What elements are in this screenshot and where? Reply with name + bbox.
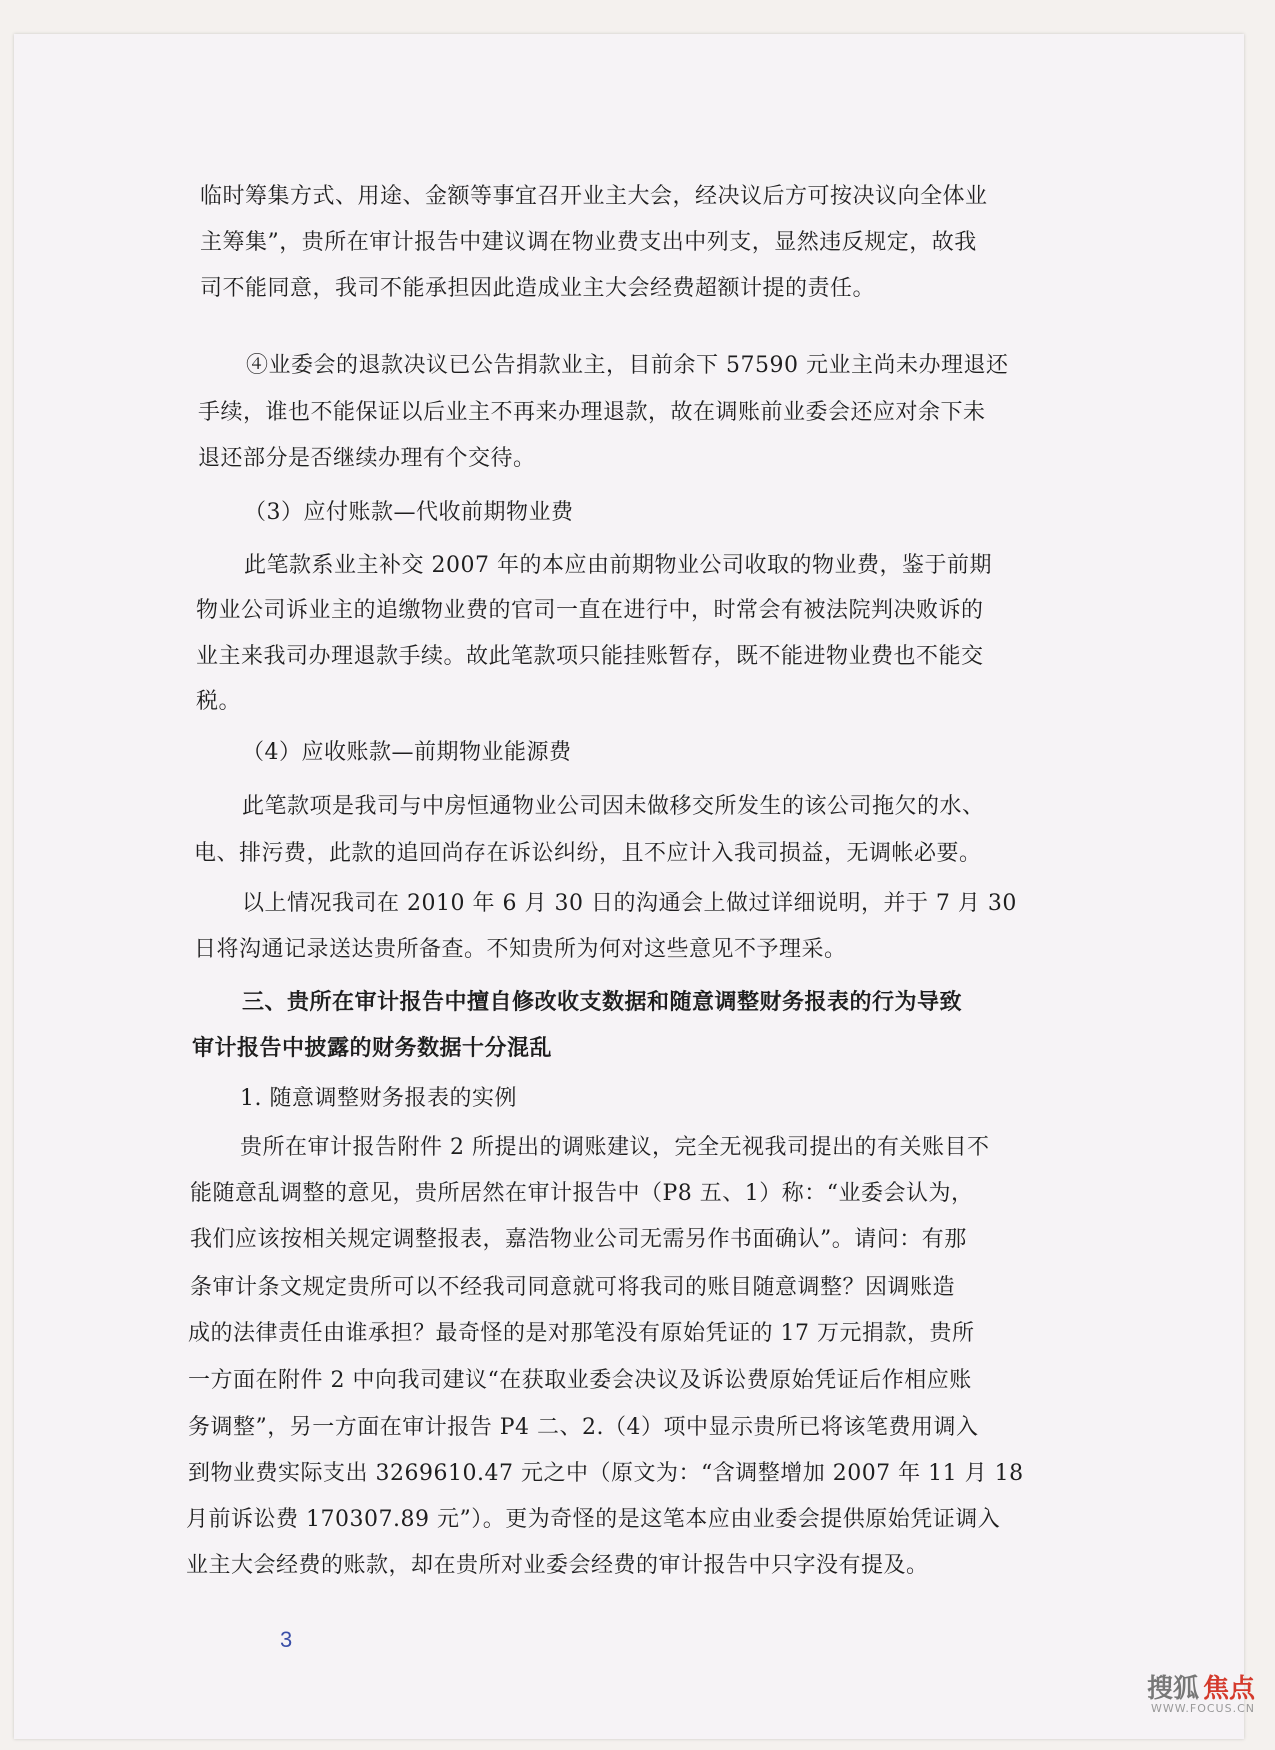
page-number: 3 [280,1627,293,1652]
body-line: 物业公司诉业主的追缴物业费的官司一直在进行中，时常会有被法院判决败诉的 [196,598,984,623]
body-line: 以上情况我司在 2010 年 6 月 30 日的沟通会上做过详细说明，并于 7 月 30 [242,891,1017,916]
body-line: 业主大会经费的账款，却在贵所对业委会经费的审计报告中只字没有提及。 [186,1553,929,1578]
body-line: 临时筹集方式、用途、金额等事宜召开业主大会，经决议后方可按决议向全体业 [200,184,988,209]
body-line: 一方面在附件 2 中向我司建议“在获取业委会决议及诉讼费原始凭证后作相应账 [188,1368,972,1393]
body-line: 此笔款项是我司与中房恒通物业公司因未做移交所发生的该公司拖欠的水、 [242,794,985,819]
body-line: ④业委会的退款决议已公告捐款业主，目前余下 57590 元业主尚未办理退还 [246,353,1009,378]
body-line: 司不能同意，我司不能承担因此造成业主大会经费超额计提的责任。 [200,276,876,301]
body-line: 务调整”，另一方面在审计报告 P4 二、2.（4）项中显示贵所已将该笔费用调入 [188,1415,979,1440]
section-heading: （3）应付账款—代收前期物业费 [244,500,574,525]
body-line: 月前诉讼费 170307.89 元”）。更为奇怪的是这笔本应由业委会提供原始凭证调入 [186,1507,1001,1532]
chapter-heading: 三、贵所在审计报告中擅自修改收支数据和随意调整财务报表的行为导致 [242,989,963,1015]
body-line: 主筹集”，贵所在审计报告中建议调在物业费支出中列支，显然违反规定，故我 [200,230,977,255]
body-line: 手续，谁也不能保证以后业主不再来办理退款，故在调账前业委会还应对余下未 [198,400,986,425]
body-line: 条审计条文规定贵所可以不经我司同意就可将我司的账目随意调整？因调账造 [190,1275,956,1300]
body-line: 到物业费实际支出 3269610.47 元之中（原文为：“含调整增加 2007 年 11 月 18 [188,1461,1024,1486]
watermark-mark: 焦点 [1202,1674,1255,1704]
body-line: 业主来我司办理退款手续。故此笔款项只能挂账暂存，既不能进物业费也不能交 [196,644,984,669]
section-heading: （4）应收账款—前期物业能源费 [242,740,572,765]
body-line: 成的法律责任由谁承担？最奇怪的是对那笔没有原始凭证的 17 万元捐款，贵所 [188,1321,975,1346]
focus-watermark [1146,1668,1255,1715]
body-line: 此笔款系业主补交 2007 年的本应由前期物业公司收取的物业费，鉴于前期 [244,553,992,578]
body-line: 我们应该按相关规定调整报表，嘉浩物业公司无需另作书面确认”。请问：有那 [190,1227,967,1252]
body-line: 电、排污费，此款的追回尚存在诉讼纠纷，且不应计入我司损益，无调帐必要。 [194,841,982,866]
body-line: 退还部分是否继续办理有个交待。 [198,446,536,471]
subsection-heading: 1. 随意调整财务报表的实例 [240,1086,517,1111]
body-line: 日将沟通记录送达贵所备查。不知贵所为何对这些意见不予理采。 [194,937,847,962]
chapter-heading: 审计报告中披露的财务数据十分混乱 [192,1035,553,1061]
watermark-brand: 搜狐 [1146,1674,1199,1704]
watermark-site: WWW.FOCUS.CN [1151,1702,1255,1715]
body-line: 税。 [196,689,242,714]
body-line: 贵所在审计报告附件 2 所提出的调账建议，完全无视我司提出的有关账目不 [240,1135,990,1160]
body-line: 能随意乱调整的意见，贵所居然在审计报告中（P8 五、1）称：“业委会认为， [190,1181,974,1206]
